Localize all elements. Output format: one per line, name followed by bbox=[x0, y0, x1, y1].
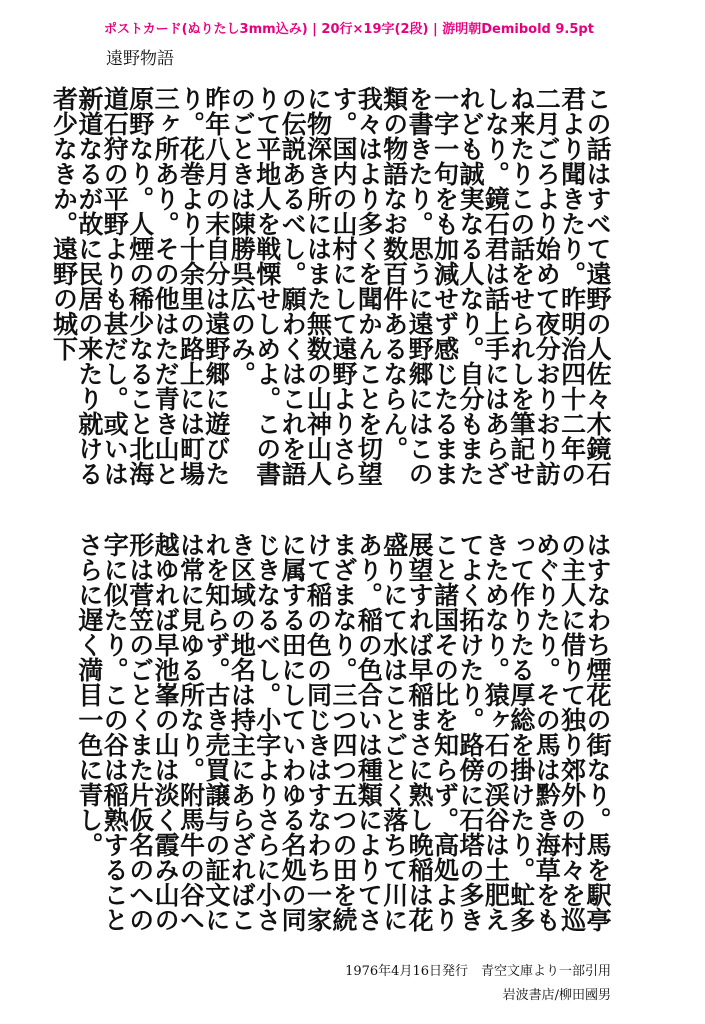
footer-publication-info: 1976年4月16日発行 青空文庫より一部引用 bbox=[345, 964, 611, 979]
text-column-top bbox=[49, 86, 612, 489]
paragraph-top-1: この話はすべて遠野の人佐々木鏡石君より聞きたり。昨明治四十二年の二月ごろより始めて夜分おりおり訪ね来たりこの話をせられしを筆記せしなり。鏡石君は話上手にはあらざれども誠実なる人なり。自分もまた一字一句をも加減せず感じたるままを書きたり。思うに遠野郷にはこの類の物語なお数百件あるならん。我々はより多くを聞かんことを切望す。国内の山村にして遠野よりさらに物深き所にはまた無数の山神山人の伝説あるべし。願わくはこれを語りて平地人を戦慄せしめよ。この書のごときは陳勝呉広のみ。 bbox=[227, 86, 612, 486]
layout-spec-header: ポストカード(ぬりたし3mm込み) | 20行×19字(2段) | 游明朝Demibold 9.5pt bbox=[104, 22, 594, 37]
text-column-bottom bbox=[74, 532, 612, 935]
footer-publisher-author: 岩波書店/柳田國男 bbox=[502, 988, 611, 1003]
paragraph-bottom-1: はすなわち煙花の街なり。馬を駅亭の主人に借りて独り郊外の村々を巡めぐりたり。その馬は黔き海草をもって作りたる厚総を掛けたり。虻多きためなり。猿ヶ石の渓谷は土肥えてよく拓けたり。路傍に石塔の多きこと諸国その比を知らず。高処より展望すれば早稲まさに熟し晩稲は花盛りにて水はことごとく落ちて川にあり。稲の色合いは種類によりてさまざまなり。三つ四つ五つの田を続けて稲の色の同じきはすなわち一家に属する田にしていわゆる名処の同じきなるべし。小字よりさらに小さき区域の地名は持主にあらざればこれを知らず。古き売買譲与の証文には常に見ゆる所なり。附馬牛の谷へ越ゆれば早池峯の山は淡く霞み山の形は菅笠のごとくまた片仮名のへの字に似たり。この谷は稲熟することさらに遅く満目一色に青し。 bbox=[74, 532, 612, 932]
document-title: 遠野物語 bbox=[106, 49, 174, 69]
paragraph-top-2: 昨年八月の末自分は遠野郷に遊びたり。花巻より十余里の路上には町場三ヶ所あり。その他はただ青き山と原野なり。人煙の稀少なること北海道石狩の平野よりも甚だし。或いは新道なるが故に民居の来たり就ける者少なきか。遠野の城下 bbox=[49, 86, 231, 486]
